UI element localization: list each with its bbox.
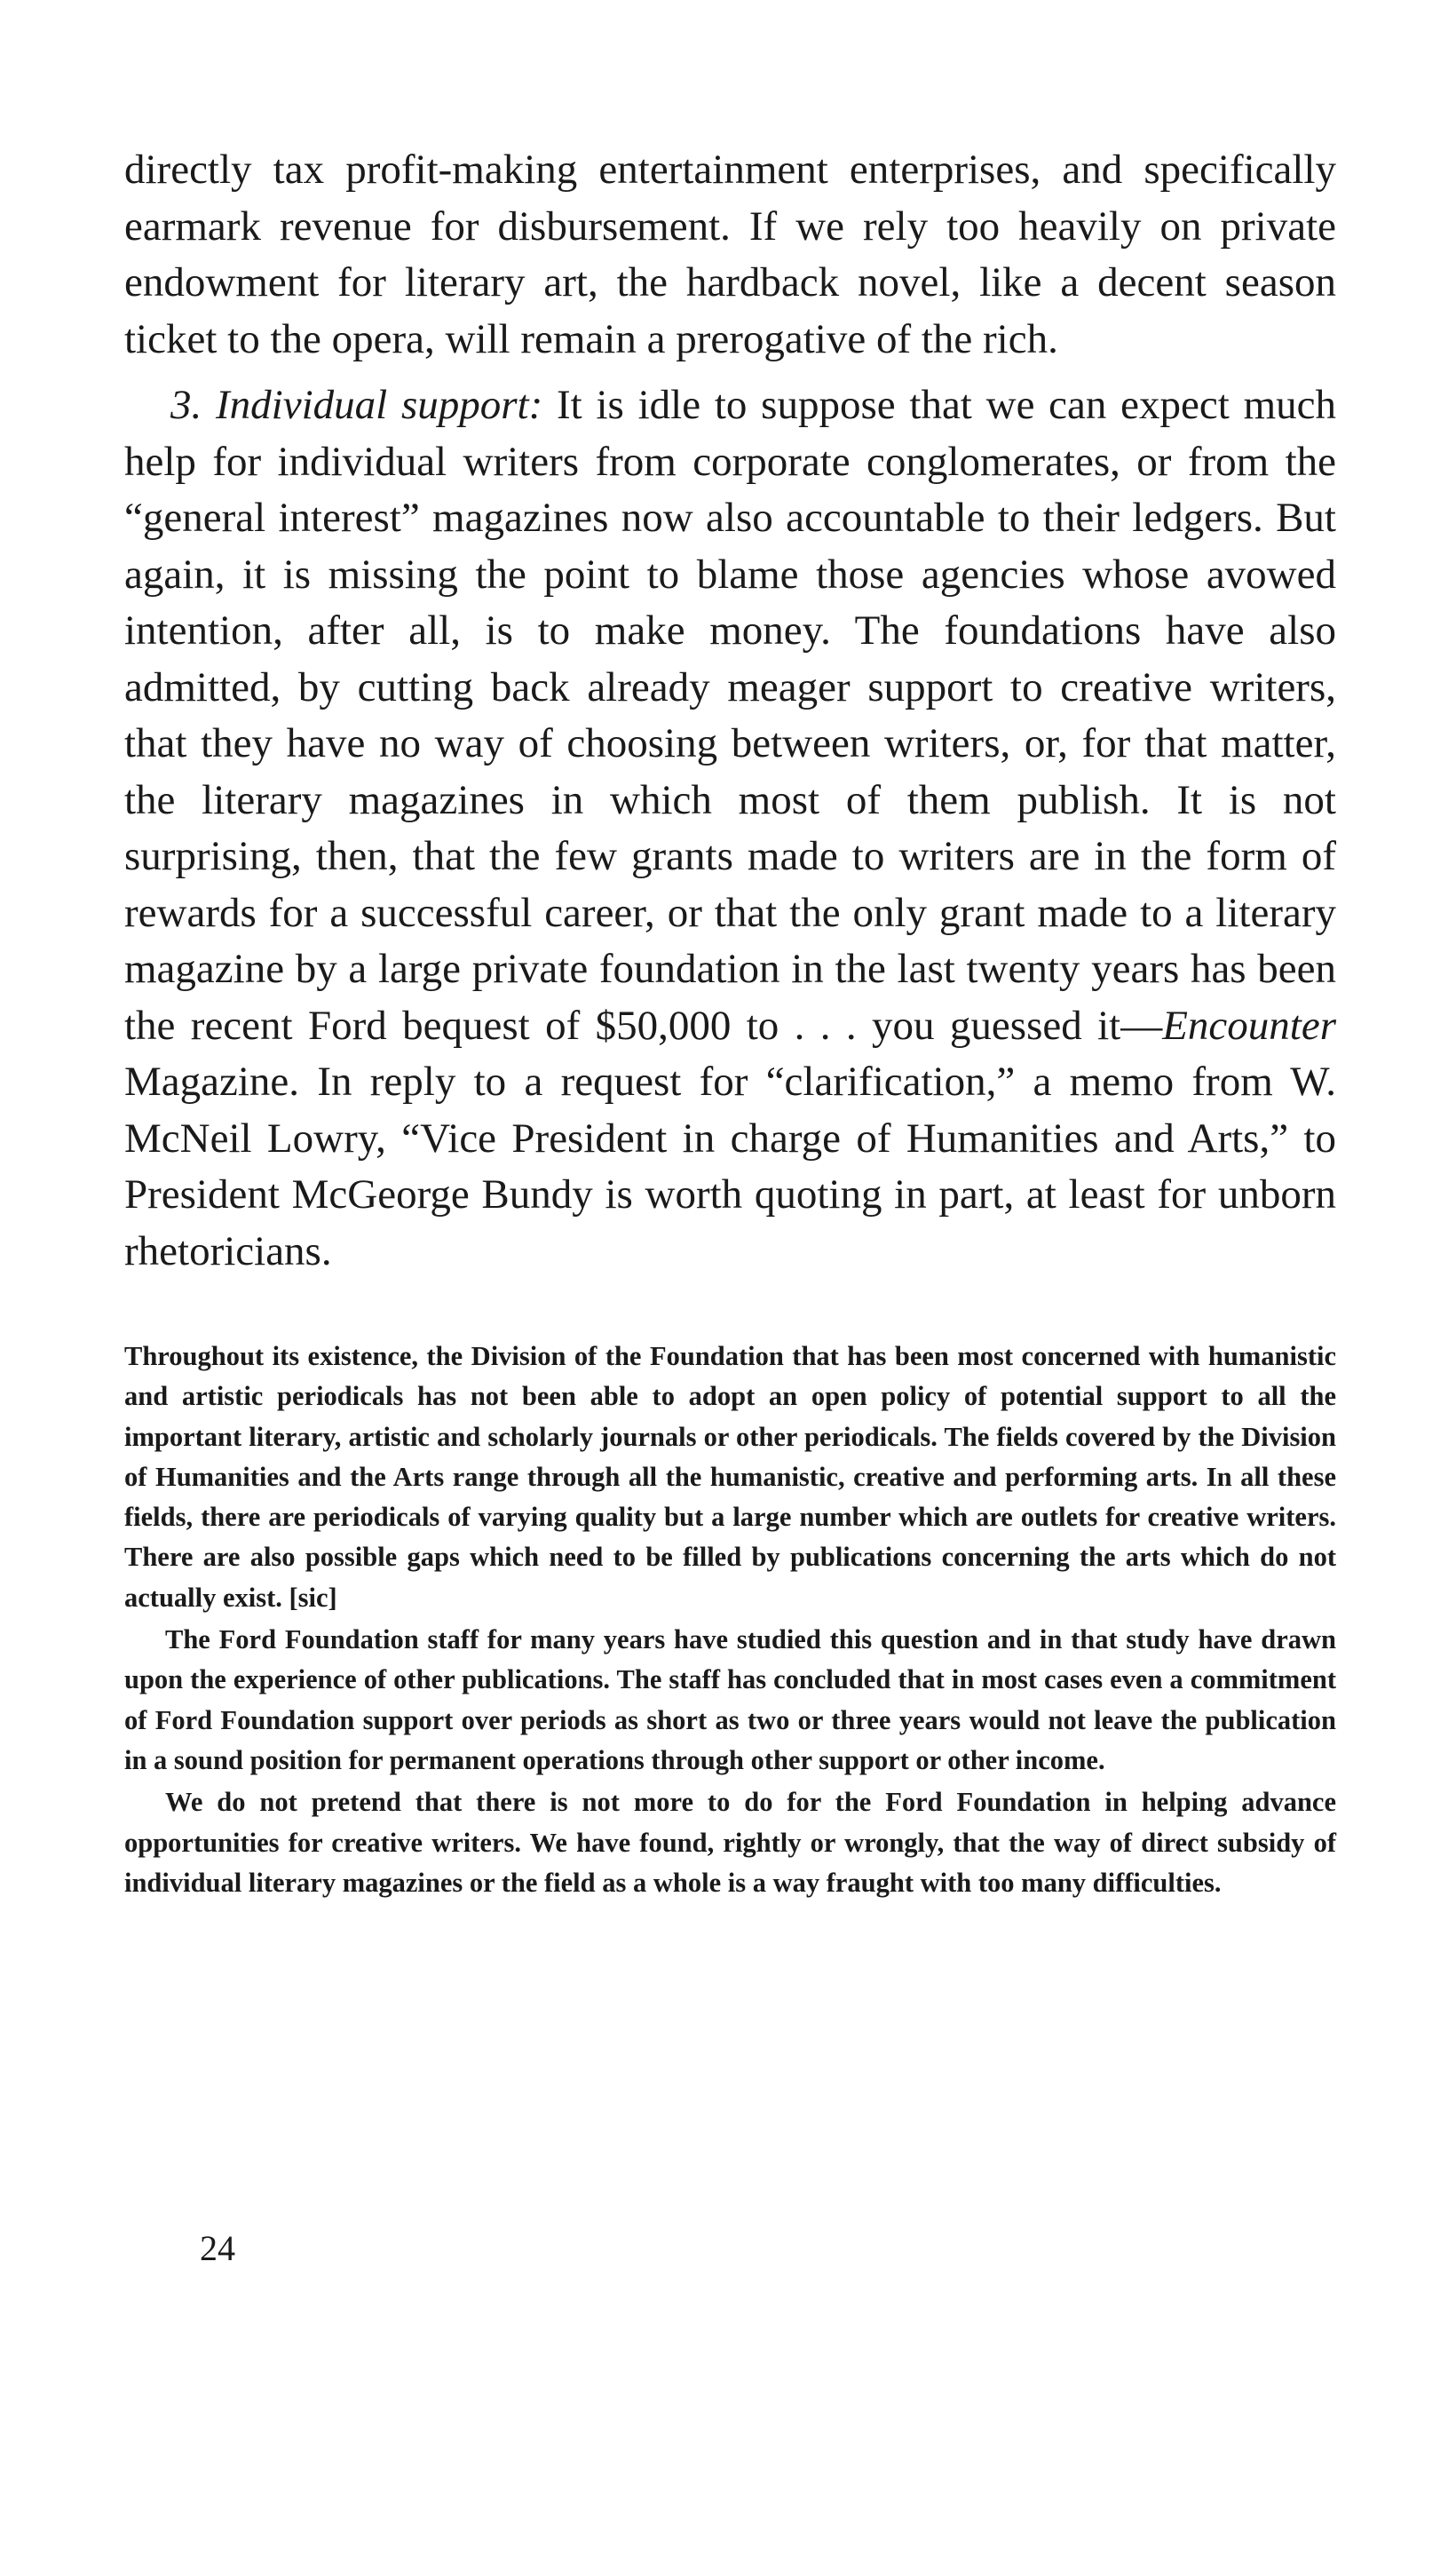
quote-paragraph-2: The Ford Foundation staff for many years have studied this question and in that study have drawn upon the experience of other publications. The staff has concluded that in most cases even a commitment of Ford Foundation support over periods as short as two or three years would not leave the publication in a sound position for permanent operations through other support or other income. bbox=[124, 1624, 1336, 1775]
page-number: 24 bbox=[200, 2228, 235, 2268]
individual-support-paragraph bbox=[124, 377, 1336, 1280]
section-paragraph-end: Magazine. In reply to a request for “clarification,” a memo from W. McNeil Lowry, “Vice President in charge of Humanities and Arts,” to President McGeorge Bundy is worth quoting in part, at least for unborn rhetoricians. bbox=[124, 1059, 1336, 1274]
memo-block-quote bbox=[124, 1337, 1336, 1903]
section-heading: Individual support: bbox=[216, 382, 543, 428]
section-number: 3. bbox=[170, 382, 202, 428]
quote-paragraph-1: Throughout its existence, the Division of the Foundation that has been most concerned with humanistic and artistic periodicals has not been able to adopt an open policy of potential support to all the important literary, artistic and scholarly journals or other periodicals. The fields covered by the Division of Humanities and the Arts range through all the humanistic, creative and performing arts. In all these fields, there are periodicals of varying quality but a large number which are outlets for creative writers. There are also possible gaps which need to be filled by publications concerning the arts which do not actually exist. [sic] bbox=[124, 1341, 1336, 1613]
text-block bbox=[124, 142, 1336, 1903]
continuation-paragraph: directly tax profit-making entertainment enterprises, and specifically earmark revenue for disbursement. If we rely too heavily on private endowment for literary art, the hardback novel, like a decent season ticket to the opera, will remain a prerogative of the rich. bbox=[124, 147, 1336, 362]
magazine-name: Encounter bbox=[1162, 1002, 1336, 1049]
section-paragraph-text: It is idle to suppose that we can expect much help for individual writers from corporate conglomerates, or from the “general interest” magazines now also accountable to their ledgers. But again, it is missing the point to blame those agencies whose avowed intention, after all, is to make money. The foundations have also admitted, by cutting back already meager support to creative writers, that they have no way of choosing between writers, or, for that matter, the literary magazines in which most of them publish. It is not surprising, then, that the few grants made to writers are in the form of rewards for a successful career, or that the only grant made to a literary magazine by a large private foundation in the last twenty years has been the recent Ford bequest of $50,000 to . . . you guessed it— bbox=[124, 382, 1336, 1049]
quote-paragraph-3: We do not pretend that there is not more to do for the Ford Foundation in helping advance opportunities for creative writers. We have found, rightly or wrongly, that the way of direct subsidy of individual literary magazines or the field as a whole is a way fraught with too many difficulties. bbox=[124, 1787, 1336, 1898]
